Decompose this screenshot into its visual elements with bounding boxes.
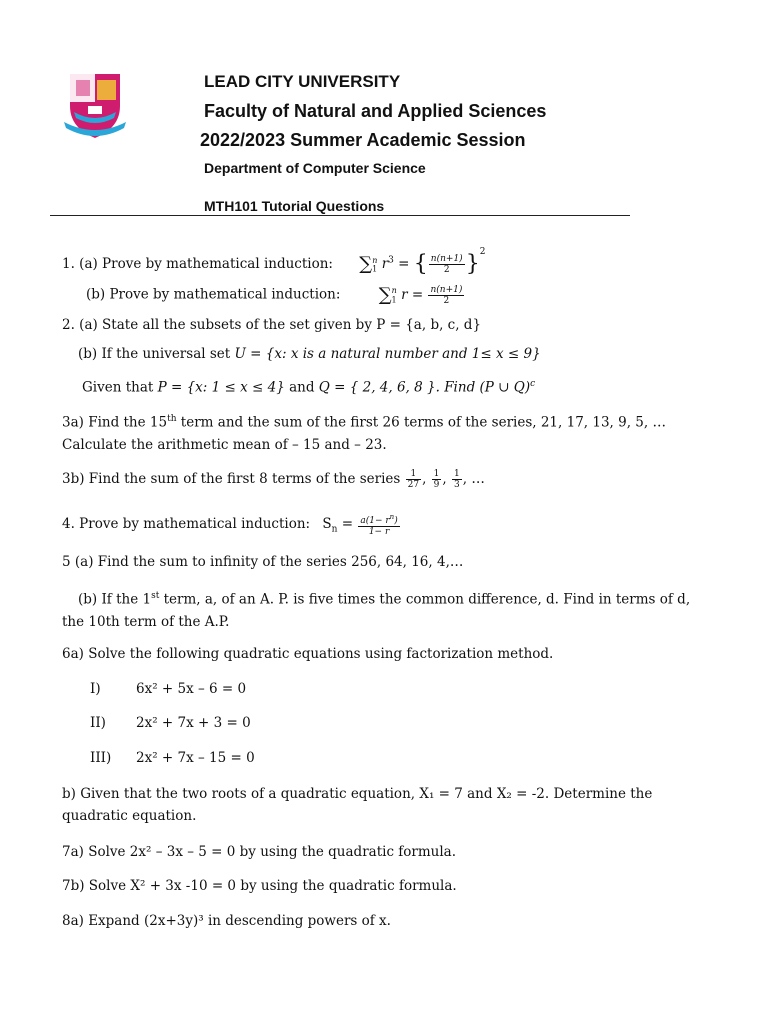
list-item: I) 6x² + 5x – 6 = 0 [90, 681, 247, 697]
geometric-series: $\frac{1}{27}$ , $\frac{1}{9}$ , $\frac{1}{3}$ , … [407, 469, 485, 490]
department-name: Department of Computer Science [204, 160, 426, 176]
session-title: 2022/2023 Summer Academic Session [200, 130, 526, 150]
list-item: II) 2x² + 7x + 3 = 0 [90, 715, 251, 731]
question-3b: 3b) Find the sum of the first 8 terms of the series $\frac{1}{27}$ , $\frac{1}{9}$ , $\frac{1}{3}$ , … [62, 469, 485, 490]
geometric-sum-formula: $S_n$ = $\frac{a(1- r^n)}{1- r}$ [322, 513, 398, 537]
question-1b: (b) Prove by mathematical induction: $\sum_1^n$ r = $\frac{n(n+1)}{2}$ [86, 280, 465, 311]
faculty-name: Faculty of Natural and Applied Sciences [204, 101, 547, 121]
question-4: 4. Prove by mathematical induction: $S_n$ = $\frac{a(1- r^n)}{1- r}$ [62, 512, 401, 541]
question-7b: 7b) Solve X² + 3x -10 = 0 by using the quadratic formula. [62, 878, 457, 894]
course-title: MTH101 Tutorial Questions [204, 198, 385, 214]
sum-r-formula: $\sum_1^n$ r = $\frac{n(n+1)}{2}$ [378, 284, 463, 306]
university-name: LEAD CITY UNIVERSITY [204, 72, 401, 91]
header-divider [50, 215, 630, 216]
question-7a: 7a) Solve 2x² – 3x – 5 = 0 by using the quadratic formula. [62, 844, 457, 860]
university-logo [64, 66, 126, 142]
list-item: III) 2x² + 7x – 15 = 0 [90, 750, 255, 766]
question-8a: 8a) Expand (2x+3y)³ in descending powers of x. [62, 913, 391, 929]
question-2b: (b) If the universal set U = {x: x is a natural number and 1≤ x ≤ 9} [78, 346, 541, 362]
question-6a: 6a) Solve the following quadratic equations using factorization method. [62, 646, 554, 662]
question-6b: b) Given that the two roots of a quadratic equation, X₁ = 7 and X₂ = -2. Determine the quadratic equation. [62, 786, 653, 824]
crest-icon [64, 66, 126, 142]
question-5b: (b) If the 1st term, a, of an A. P. is five times the common difference, d. Find in terms of d, the 10th term of the A.P. [62, 591, 691, 630]
question-5a: 5 (a) Find the sum to infinity of the series 256, 64, 16, 4,… [62, 554, 464, 570]
sum-cubes-formula: $\sum_1^n$ $r^3$ = { $\frac{n(n+1)}{2}$ }$^2$ [359, 247, 486, 277]
question-1a: 1. (a) Prove by mathematical induction: $\sum_1^n$ $r^3$ = { $\frac{n(n+1)}{2}$ }$^2$ [62, 247, 486, 277]
question-3a: 3a) Find the 15th term and the sum of the first 26 terms of the series, 21, 17, 13, 9, 5, … Calculate the arithmetic mean of – 15 and – 23. [62, 414, 666, 453]
question-2c: Given that P = {x: 1 ≤ x ≤ 4} and Q = { 2, 4, 6, 8 }. Find (P ∪ Q)$^c$ [82, 379, 536, 396]
question-2a: 2. (a) State all the subsets of the set given by P = {a, b, c, d} [62, 317, 482, 333]
